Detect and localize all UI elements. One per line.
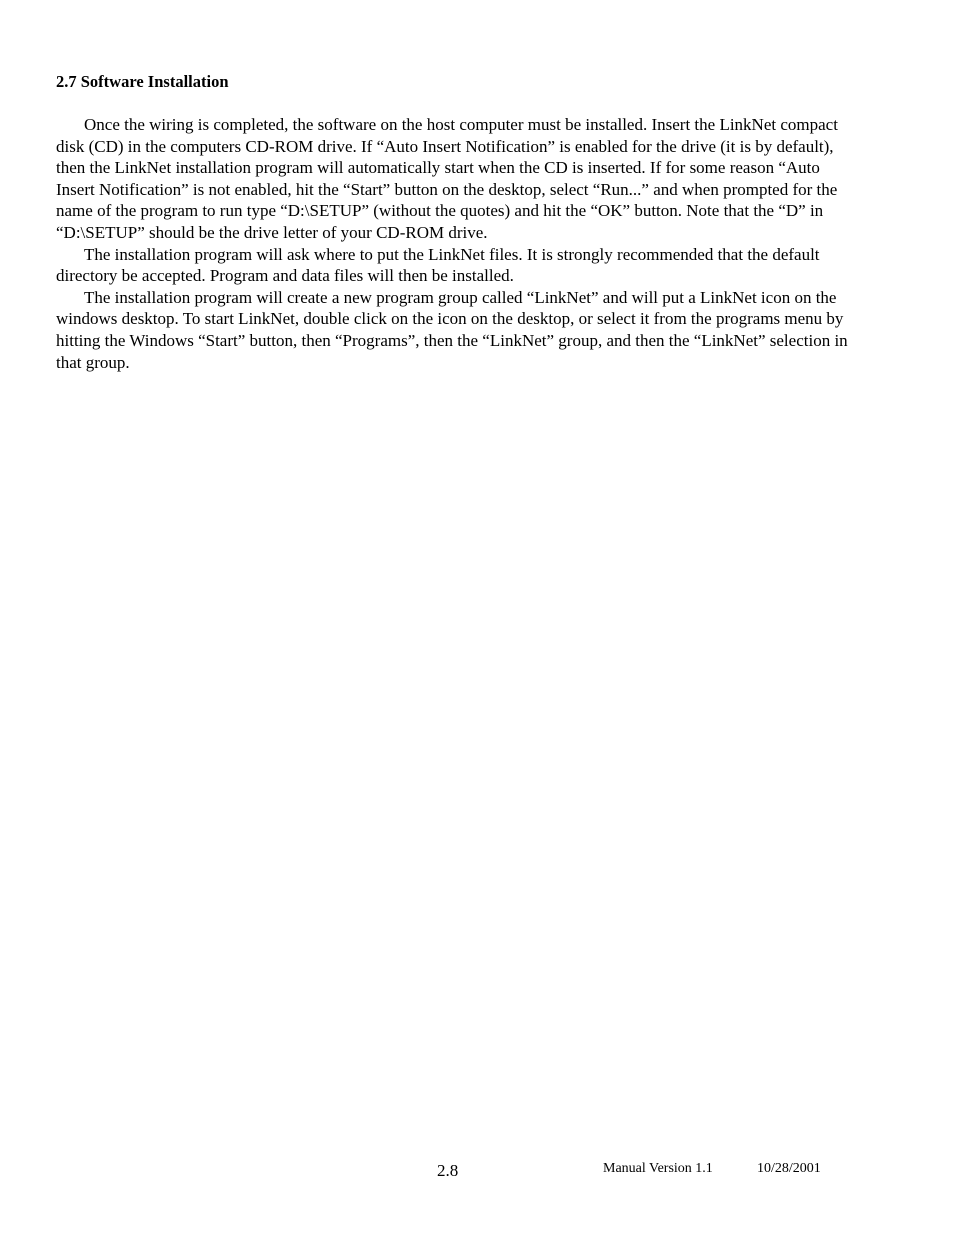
section-body	[56, 114, 856, 373]
page-number: 2.8	[437, 1161, 459, 1180]
section-heading: 2.7 Software Installation	[56, 72, 229, 91]
paragraph-install-location: The installation program will ask where to put the LinkNet files. It is strongly recommended that the default directory be accepted. Program and data files will then be installed.	[56, 244, 820, 286]
paragraph-wiring-install: Once the wiring is completed, the software on the host computer must be installed. Insert the LinkNet compact disk (CD) in the computers CD-ROM drive. If “Auto Insert Notification” is enabled for the drive (it is by default), then the LinkNet installation program will automatically start when the CD is inserted. If for some reason “Auto Insert Notification” is not enabled, hit the “Start” button on the desktop, select “Run...” and when prompted for the name of the program to run type “D:\SETUP” (without the quotes) and hit the “OK” button. Note that the “D” in “D:\SETUP” should be the drive letter of your CD-ROM drive.	[56, 115, 838, 242]
manual-version: Manual Version 1.1	[603, 1161, 713, 1176]
paragraph-program-group: The installation program will create a new program group called “LinkNet” and will put a LinkNet icon on the windows desktop. To start LinkNet, double click on the icon on the desktop, or select it from the programs menu by hitting the Windows “Start” button, then “Programs”, then the “LinkNet” group, and then the “LinkNet” selection in that group.	[56, 287, 848, 372]
manual-date: 10/28/2001	[757, 1161, 821, 1176]
